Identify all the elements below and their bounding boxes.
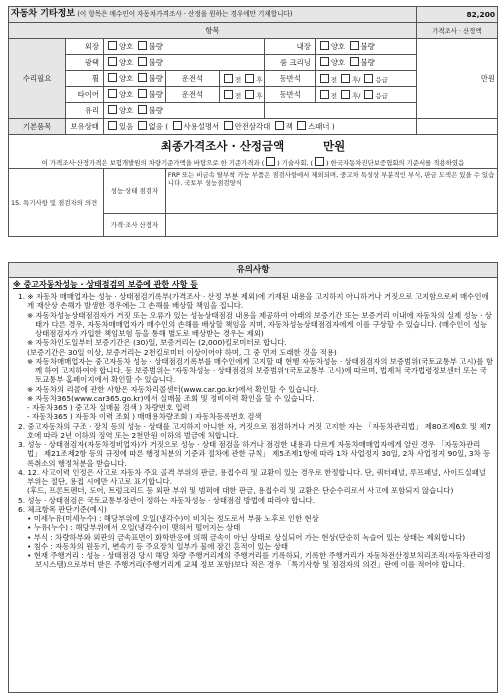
label-exterior: 외장 [66, 39, 104, 55]
exterior-good-checkbox[interactable] [108, 41, 117, 50]
group-repair-label: 수리필요 [9, 39, 66, 119]
opt-label: / [358, 91, 361, 100]
gloss-bad-checkbox[interactable] [138, 57, 147, 66]
opt-label: 후 [256, 91, 263, 100]
opt-label: 스패너 [308, 122, 330, 132]
wheel-need-checkbox[interactable] [364, 74, 373, 83]
room-clean-bad-checkbox[interactable] [350, 57, 359, 66]
note-1f: ※ 자동차365(www.car365.go.kr)에서 실매물 조회 및 정비이력 확인을 할 수 있습니다. [27, 393, 315, 403]
label-driver-seat-tire: 운전석 [165, 87, 219, 103]
note-1h: - 자동차365 ) 자동차 이력 조회 ) 매매용차량조회 ) 자동차등록번호 검색 [27, 412, 262, 422]
notice-heading: ※ 중고자동차성능 · 상태점검의 보증에 관한 사항 등 [13, 280, 198, 289]
wheel-driver-rear-checkbox[interactable] [245, 74, 254, 83]
wheel-passenger-front-checkbox[interactable] [320, 74, 329, 83]
label-hold-state: 보유상태 [66, 119, 104, 135]
price-assessor-label: 가격·조사 산정자 [103, 214, 165, 237]
opt-label: 불량 [148, 90, 163, 100]
label-interior: 내장 [265, 39, 315, 55]
note-6b: • 누유(누수) : 해당부위에서 오일(냉각수)이 맺혀서 떨어지는 상태 [27, 523, 241, 533]
opt-label: 잭 [285, 122, 293, 132]
opt-label: 불량 [360, 42, 375, 52]
price-assessor-opinion [165, 214, 497, 237]
label-glass: 유리 [66, 103, 104, 119]
tire-driver-rear-checkbox[interactable] [245, 90, 254, 99]
opt-label: 후 [256, 75, 263, 84]
opt-label: 후 [352, 91, 359, 100]
item-column-header: 항목 [9, 23, 417, 39]
note-1b: ※ 자동차인도일부터 보증기간은 (30)일, 보증거리는 (2,000)킬로미터로 합니다. [27, 338, 287, 348]
note-1g: - 자동차365 ) 중고차 실매물 검색 ) 차량번호 입력 [27, 403, 190, 412]
inspector-label: 성능·상태 점검자 [103, 169, 165, 214]
tire-passenger-rear-checkbox[interactable] [341, 90, 350, 99]
opt-label: 안전삼각대 [234, 122, 271, 132]
price-total: 82,200 [416, 7, 497, 23]
opt-label: 불량 [148, 58, 163, 68]
interior-bad-checkbox[interactable] [350, 41, 359, 50]
opt-label: 불량 [148, 74, 163, 84]
room-clean-good-checkbox[interactable] [320, 57, 329, 66]
notice-body [8, 277, 498, 693]
tire-bad-checkbox[interactable] [138, 89, 147, 98]
wheel-bad-checkbox[interactable] [138, 73, 147, 82]
note-4a: (후드, 프론트펜더, 도어, 트렁크리드 등 외판 부위 및 범퍼에 대한 판금, 용접수리 및 교환은 단순수리로서 사고에 포함되지 않습니다) [27, 486, 454, 496]
interior-good-checkbox[interactable] [320, 41, 329, 50]
jack-checkbox[interactable] [275, 121, 284, 130]
label-driver-seat-wheel: 운전석 [165, 71, 219, 87]
opt-label: 불량 [360, 58, 375, 68]
opt-label: 불량 [148, 106, 163, 116]
label-wheel: 휠 [66, 71, 104, 87]
note-6a: • 미세누유(미세누수) : 해당부위에 오일(냉각수)이 비치는 정도로서 부품 노후로 인한 현상 [27, 514, 319, 523]
price-basis-mid2: ) 한국자동차진단보증협회의 기준서를 적용하였음 [326, 158, 465, 167]
price-basis-mid1: ) 기술사회, ( [277, 158, 313, 167]
label-passenger-seat-wheel: 동반석 [265, 71, 315, 87]
wheel-passenger-rear-checkbox[interactable] [341, 74, 350, 83]
special-notes-label: 15. 특기사항 및 점검자의 의견 [9, 169, 104, 237]
other-info-table: 자동차 기타정보 (이 항목은 매수인이 자동차가격조사 · 산정을 원하는 경우에만 기재합니다) 82,200 항목 가격조사 · 산정액 수리필요 외장 양호 불량 내장 양호 불량 만원 광택 양호 불량 룸 크리닝 양호 불량 휠 양호 불량 운전석 전 후 동반석 전 후/ 응급 타이어 양호 불량 운전석 전 후 동반석 전 후/ 응급 유리 양호 불량 기본품목 보유상태 있음 없음 ( 사용설명서 안전삼각대 잭 스패너 ) 최종가격조사 · 산정금액 만원 이 가격조사·산정가격은 보험개발원의 차량기준가액을 바탕으로 한 기준가격과 ( ) 기술사회, ( ) 한국자동차진단보증협회의 기준서를 적용하였음 15. 특기사항 및 점검자의 의견 성능·상태 점검자 FRP 또는 비금속 탈부착 가능 부품은 점검사항에서 제외되며, 중고차 특성상 부분적인 부식, 판금 도색은 있을 수 있습니다. 국토부 성능점검양식 가격·조사 산정자 [8, 6, 498, 237]
note-1: 1. ※ 자동차 매매업자는 성능 · 상태점검기록부(가격조사 · 산정 부분 제외)에 기재된 내용을 고지하지 아니하거나 거짓으로 고지함으로써 매수인에게 재산상 손해가 발생한 경우에는 그 손해를 배상할 책임을 집니다. [18, 292, 489, 311]
label-room-clean: 룸 크리닝 [265, 55, 315, 71]
opt-label: 양호 [118, 106, 134, 116]
opt-label: 사용설명서 [183, 122, 220, 132]
glass-bad-checkbox[interactable] [138, 105, 147, 114]
note-1d: ※ 자동차매매업자는 중고자동차 성능 · 상태점검기록부를 매수인에게 고지할 때 현행 자동차성능 · 상태점검자의 보증범위(국토교통부 고시)를 함께 하여 고지하여야 합니다. 동 보증범위는 '자동차성능 · 상태점검의 보증범위'(국토교통부 고시)에 따르며, 법제처 국가법령정보센터 또는 국토교통부 홈페이지에서 확인할 수 있습니다. [27, 356, 493, 385]
table-title-cell [9, 7, 417, 23]
opt-label: 응급 [375, 91, 388, 100]
repair-price-unit: 만원 [416, 39, 497, 119]
opt-label: 불량 [148, 42, 163, 52]
note-6: 6. 체크항목 판단기준(예시) [18, 504, 107, 514]
opt-label: 없음 [148, 122, 163, 132]
table-note: (이 항목은 매수인이 자동차가격조사 · 산정을 원하는 경우에만 기재합니다) [77, 9, 293, 18]
basic-has-checkbox[interactable] [108, 121, 117, 130]
technician-society-checkbox[interactable] [266, 157, 275, 166]
wheel-good-checkbox[interactable] [108, 73, 117, 82]
note-5: 5. 성능 · 상태점검은 국토교통부장관이 정하는 자동차성능 · 상태점검 방법에 따라야 합니다. [18, 495, 315, 505]
note-3: 3. 성능 · 상태점검자(자동차정비업자)가 거짓으로 성능 · 상태 점검을 하거나 점검한 내용과 다르게 자동차매매업자에게 알린 경우 「자동차관리법」 제21조제2항 등의 규정에 따른 행정처분의 기준과 절차에 관한 규칙」 제5조제1항에 따라 1차 사업정지 30일, 2차 사업정지 90일, 3차 등록취소의 행정처분을 받습니다. [18, 440, 491, 468]
opt-label: 전 [235, 75, 242, 84]
opt-label: 양호 [118, 42, 134, 52]
triangle-checkbox[interactable] [224, 121, 233, 130]
gloss-good-checkbox[interactable] [108, 57, 117, 66]
opt-label: 양호 [118, 74, 134, 84]
note-1e: ※ 자동차의 리콜에 관한 사항은 자동차리콜센터(www.car.go.kr)에서 확인할 수 있습니다. [27, 384, 320, 394]
note-6e: • 현재 주행거리 : 성능 · 상태점검 당시 해당 차량 주행거리계의 주행거리를 기록하되, 기록한 주행거리가 자동차전산정보처리조직(자동차관리정보시스템)으로부터 받은 주행거리(주행거리계 교체 정보 포함)보다 적은 경우 「특기사항 및 점검자의 의견」란에 이를 적어야 합니다. [27, 551, 491, 570]
opt-label: 응급 [375, 75, 388, 84]
glass-good-checkbox[interactable] [108, 105, 117, 114]
table-title: 자동차 기타정보 [11, 8, 75, 19]
opt-label: 양호 [330, 42, 346, 52]
opt-label: 양호 [330, 58, 346, 68]
spanner-checkbox[interactable] [297, 121, 306, 130]
opt-label: 양호 [118, 58, 134, 68]
opt-label: 전 [235, 91, 242, 100]
exterior-bad-checkbox[interactable] [138, 41, 147, 50]
tire-good-checkbox[interactable] [108, 89, 117, 98]
opt-label: 전 [330, 75, 338, 84]
basic-none-checkbox[interactable] [138, 121, 147, 130]
tire-passenger-front-checkbox[interactable] [320, 90, 329, 99]
manual-checkbox[interactable] [173, 121, 182, 130]
final-price-cell [9, 135, 498, 169]
final-price-label: 최종가격조사 · 산정금액 [160, 139, 285, 154]
label-tire: 타이어 [66, 87, 104, 103]
label-gloss: 광택 [66, 55, 104, 71]
note-6c: • 부식 : 차량하부와 외판의 금속표면이 화학반응에 의해 금속이 아닌 상태로 상실되어 가는 현상(단순히 녹슬어 있는 상태는 제외합니다) [27, 532, 466, 542]
wheel-driver-front-checkbox[interactable] [224, 74, 233, 83]
group-basic-label: 기본품목 [9, 119, 66, 135]
note-1a: ※ 자동차성능상태점검자가 거짓 또는 오류가 있는 성능상태점검 내용을 제공하여 아래의 보증기간 또는 보증거리 이내에 자동차의 실제 성능 · 상태가 다른 경우, 자동차매매업자가 매수인의 손해를 배상할 책임을 지며, 자동차성능상태점검자에게 이를 구상할 수 있습니다. (매수인이 성능상태점검자가 가입한 책임보험 등을 통해 별도로 배상받는 경우는 제외) [27, 310, 492, 338]
note-2: 2. 중고자동차의 구조 · 장치 등의 성능 · 상태를 고지하지 아니한 자, 거짓으로 점검하거나 거짓 고지한 자는 「자동차관리법」 제80조제6호 및 제7호에 따라 2년 이하의 징역 또는 2천만원 이하의 벌금에 처합니다. [18, 421, 492, 440]
inspector-opinion: FRP 또는 비금속 탈부착 가능 부품은 점검사항에서 제외되며, 중고차 특성상 부분적인 부식, 판금 도색은 있을 수 있습니다. 국토부 성능점검양식 [165, 169, 497, 214]
price-basis-text: 이 가격조사·산정가격은 보험개발원의 차량기준가액을 바탕으로 한 기준가격과 ( [41, 158, 265, 167]
opt-label: 후 [352, 75, 359, 84]
label-passenger-seat-tire: 동반석 [265, 87, 315, 103]
note-1c: (보증기간은 30일 이상, 보증거리는 2천킬로미터 이상이어야 하며, 그 중 먼저 도래한 것을 적용) [27, 347, 337, 357]
opt-label: 양호 [118, 90, 134, 100]
opt-label: 전 [330, 91, 338, 100]
opt-label: / [358, 75, 361, 84]
note-6d: • 침수 : 자동차의 원동기, 변속기 등 주요장치 일부가 물에 잠긴 흔적이 있는 상태 [27, 541, 289, 551]
diagnosis-association-checkbox[interactable] [315, 157, 324, 166]
opt-label: 있음 [118, 122, 134, 132]
price-column-header: 가격조사 · 산정액 [416, 23, 497, 39]
tire-driver-front-checkbox[interactable] [224, 90, 233, 99]
note-4: 4. 12. 사고이력 인정은 사고로 자동차 주요 골격 부위의 판금, 용접수리 및 교환이 있는 경우로 한정합니다. 단, 쿼터패널, 루프패널, 사이드실패널 부위는 절단, 용접 시에만 사고로 표기합니다. [18, 467, 486, 486]
notice-title: 유의사항 [8, 262, 498, 278]
tire-need-checkbox[interactable] [364, 90, 373, 99]
final-price-unit: 만원 [322, 139, 346, 154]
